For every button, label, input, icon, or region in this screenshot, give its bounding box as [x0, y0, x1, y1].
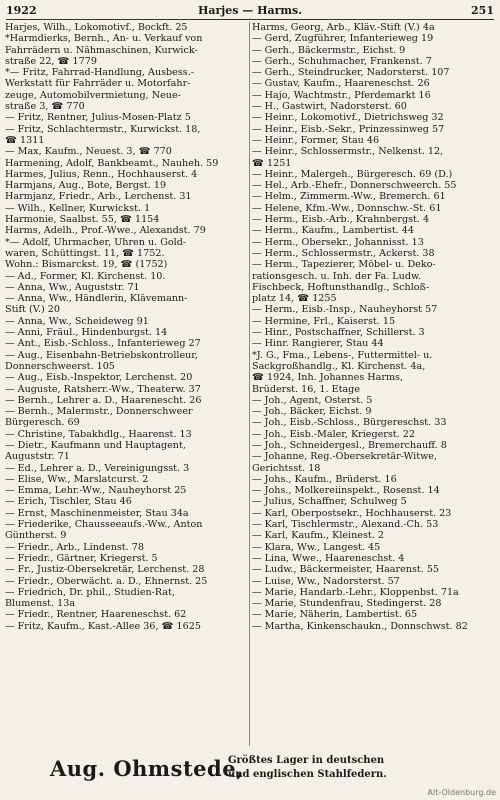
directory-entry: — Joh., Eisb.-Schloss., Bürgereschst. 33	[252, 417, 447, 429]
directory-entry: — Bernh., Lehrer a. D., Haarenescht. 26	[5, 394, 202, 406]
directory-entry: — Karl, Tischlermstr., Alexand.-Ch. 53	[252, 519, 439, 531]
directory-entry: — Aug., Eisenbahn-Betriebskontrolleur,	[5, 349, 198, 361]
directory-entry: — Friedr., Rentner, Haareneschst. 62	[5, 609, 187, 621]
directory-entry: — Gerh., Bäckermstr., Eichst. 9	[252, 44, 406, 56]
directory-entry: — Helm., Zimmerm.-Ww., Bremerch. 61	[252, 191, 446, 203]
directory-entry: — Fritz, Schlachtermstr., Kurwickst. 18,	[5, 123, 201, 135]
directory-entry: — Ernst, Maschinenmeister, Stau 34a	[5, 507, 189, 519]
directory-entry: waren, Schüttingst. 11, ☎ 1752.	[5, 247, 165, 259]
directory-entry: — Ad., Former, Kl. Kirchenst. 10.	[5, 270, 166, 282]
directory-entry: — Bernh., Malermstr., Donnerschweer	[5, 406, 193, 418]
advertisement	[50, 752, 430, 784]
directory-entry: *— Fritz, Fahrrad-Handlung, Ausbess.-	[5, 67, 194, 79]
directory-entry: — Gustav, Kaufm., Haareneschst. 26	[252, 78, 430, 90]
page-year: 1922	[6, 4, 37, 17]
page-number: 251	[471, 4, 494, 17]
directory-entry: — Heinr., Lokomotivf., Dietrichsweg 32	[252, 112, 444, 124]
directory-entry: — Emma, Lehr.-Ww., Nauheyhorst 25	[5, 485, 187, 497]
watermark: Alt-Oldenburg.de	[427, 788, 496, 797]
directory-entry: — Joh., Schneidergesl., Bremerchauff. 8	[252, 439, 447, 451]
directory-entry: — Hermine, Frl., Kaiserst. 15	[252, 315, 396, 327]
page-title: Harjes — Harms.	[197, 4, 303, 17]
directory-entry: ☎ 1311	[5, 134, 45, 146]
directory-entry: *Harmdierks, Bernh., An- u. Verkauf von	[5, 33, 203, 45]
directory-entry: — Johs., Kaufm., Brüderst. 16	[252, 473, 397, 485]
directory-entry: — Aug., Eisb.-Inspektor, Lerchenst. 20	[5, 372, 193, 384]
directory-entry: *— Adolf, Uhrmacher, Uhren u. Gold-	[5, 236, 187, 248]
directory-entry: — Klara, Ww., Langest. 45	[252, 541, 381, 553]
directory-entry: Fischbeck, Hoftunsthandlg., Schloß-	[252, 281, 430, 293]
directory-entry: — Hinr. Rangierer, Stau 44	[252, 338, 384, 350]
directory-entry: — Johanne, Reg.-Obersekretär-Witwe,	[252, 451, 438, 463]
directory-entry: Stift (V.) 20	[5, 304, 60, 316]
directory-entry: — Gerh., Schuhmacher, Frankenst. 7	[252, 55, 432, 67]
column-divider	[249, 22, 250, 746]
directory-entry: — Friedr., Arb., Lindenst. 78	[5, 541, 144, 553]
directory-entry: — Karl, Oberpostsekr., Hochhauserst. 23	[252, 507, 452, 519]
directory-entry: — Wilh., Kellner, Kurwickst. 1	[5, 202, 151, 214]
directory-entry: — Fritz, Kaufm., Kast.-Allee 36, ☎ 1625	[5, 620, 201, 632]
directory-entry: — Ed., Lehrer a. D., Vereinigungsst. 3	[5, 462, 190, 474]
directory-entry: — Elise, Ww., Marslatcurst. 2	[5, 473, 149, 485]
directory-entry: — Herm., Eisb.-Arb., Krahnbergst. 4	[252, 214, 430, 226]
directory-entry: *J. G., Fma., Lebens-, Futtermittel- u.	[252, 349, 433, 361]
directory-entry: rationsgesch. u. Inh. der Fa. Ludw.	[252, 270, 422, 282]
directory-entry: — Martha, Kinkenschaukn., Donnschwst. 82	[252, 620, 468, 632]
directory-entry: Harmonie, Saalbst. 55, ☎ 1154	[5, 214, 160, 226]
directory-entry: — Friedrich, Dr. phil., Studien-Rat,	[5, 586, 175, 598]
directory-entry: — Erich, Tischler, Stau 46	[5, 496, 132, 508]
advert-name: Aug. Ohmstede,	[50, 756, 244, 781]
directory-entry: Donnerschweerst. 105	[5, 360, 115, 372]
directory-entry: — Marie, Stundenfrau, Stedingerst. 28	[252, 598, 442, 610]
directory-entry: Harmjanz, Friedr., Arb., Lerchenst. 31	[5, 191, 192, 203]
directory-entry: — Luise, Ww., Nadorsterst. 57	[252, 575, 400, 587]
directory-entry: — Max, Kaufm., Neuest. 3, ☎ 770	[5, 146, 172, 158]
directory-entry: — Friedr., Oberwächt. a. D., Ehnernst. 25	[5, 575, 208, 587]
directory-entry: — Marie, Näherin, Lambertist. 65	[252, 609, 418, 621]
directory-entry: — Anni, Fräul., Hindenburgst. 14	[5, 327, 168, 339]
directory-entry: — Fr., Justiz-Obersekretär, Lerchenst. 28	[5, 564, 205, 576]
directory-entry: — Herm., Tapezierer, Möbel- u. Deko-	[252, 259, 436, 271]
directory-entry: — Auguste, Ratsherr.-Ww., Theaterw. 37	[5, 383, 201, 395]
directory-entry: — Friedr., Gärtner, Kriegerst. 5	[5, 552, 158, 564]
directory-entry: — Heinr., Malergeh., Bürgeresch. 69 (D.)	[252, 168, 453, 180]
page-header	[6, 4, 494, 18]
directory-entry: — Herm., Obersekr., Johannisst. 13	[252, 236, 424, 248]
directory-entry: Harmjans, Aug., Bote, Bergst. 19	[5, 180, 167, 192]
directory-entry: — Gerd, Zugführer, Infanterieweg 19	[252, 33, 434, 45]
directory-entry: — Anna, Ww., Auguststr. 71	[5, 281, 140, 293]
advert-line-2: und englischen Stahlfedern.	[228, 769, 387, 780]
directory-entry: — Joh., Agent, Osterst. 5	[252, 394, 373, 406]
directory-entry: — Joh., Bäcker, Eichst. 9	[252, 406, 372, 418]
directory-entry: Sackgroßhandlg., Kl. Kirchenst. 4a,	[252, 360, 426, 372]
directory-entry: — Herm., Eisb.-Insp., Nauheyhorst 57	[252, 304, 438, 316]
directory-entry: Harmes, Julius, Renn., Hochhauserst. 4	[5, 168, 198, 180]
directory-entry: — Johs., Molkereiinspekt., Rosenst. 14	[252, 485, 440, 497]
directory-entry: Fahrrädern u. Nähmaschinen, Kurwick-	[5, 44, 198, 56]
directory-entry: ☎ 1251	[252, 157, 292, 169]
directory-entry: — Anna, Ww., Händlerin, Klävemann-	[5, 293, 188, 305]
directory-entry: Gerichtsst. 18	[252, 462, 321, 474]
directory-entry: — H., Gastwirt, Nadorsterst. 60	[252, 101, 407, 113]
directory-entry: Auguststr. 71	[5, 451, 70, 463]
directory-entry: — Gerh., Steindrucker, Nadorsterst. 107	[252, 67, 450, 79]
directory-entry: — Heinr., Schlossermstr., Nelkenst. 12,	[252, 146, 444, 158]
directory-entry: — Ludw., Bäckermeister, Haarenst. 55	[252, 564, 440, 576]
directory-entry: — Herm., Kaufm., Lambertist. 44	[252, 225, 414, 237]
directory-entry: — Hinr., Postschaffner, Schillerst. 3	[252, 327, 425, 339]
directory-entry: Bürgeresch. 69	[5, 417, 80, 429]
directory-entry: — Ant., Eisb.-Schloss., Infanterieweg 27	[5, 338, 201, 350]
directory-entry: platz 14, ☎ 1255	[252, 293, 337, 305]
right-column	[252, 22, 495, 746]
header-rule	[6, 19, 494, 20]
directory-entry: — Lina, Wwe., Haareneschst. 4	[252, 552, 405, 564]
directory-entry: ☎ 1924, Inh. Johannes Harms,	[252, 372, 404, 384]
left-column	[5, 22, 248, 746]
directory-entry: — Dietr., Kaufmann und Hauptagent,	[5, 439, 186, 451]
directory-entry: zeuge, Automobilvermietung, Neue-	[5, 89, 181, 101]
directory-entry: Brüderst. 16, 1. Etage	[252, 383, 361, 395]
directory-entry: — Friederike, Chausseeaufs.-Ww., Anton	[5, 519, 203, 531]
directory-entry: — Marie, Handarb.-Lehr., Kloppenbst. 71a	[252, 586, 459, 598]
directory-entry: Harms, Georg, Arb., Kläv.-Stift (V.) 4a	[252, 22, 435, 33]
directory-entry: Güntherst. 9	[5, 530, 67, 542]
advert-line-1: Größtes Lager in deutschen	[228, 755, 385, 766]
directory-entry: — Anna, Ww., Scheideweg 91	[5, 315, 149, 327]
directory-entry: — Hel., Arb.-Ehefr., Donnerschweerch. 55	[252, 180, 457, 192]
directory-entry: straße 3, ☎ 770	[5, 101, 85, 113]
directory-entry: — Herm., Schlossermstr., Ackerst. 38	[252, 247, 435, 259]
directory-entry: straße 22, ☎ 1779	[5, 55, 97, 67]
directory-entry: Werkstatt für Fahrräder u. Motorfahr-	[5, 78, 191, 90]
directory-entry: — Helene, Kfm.-Ww., Donnschw.-St. 61	[252, 202, 442, 214]
directory-entry: Harmening, Adolf, Bankbeamt., Nauheh. 59	[5, 157, 219, 169]
directory-entry: — Fritz, Rentner, Julius-Mosen-Platz 5	[5, 112, 191, 124]
directory-entry: — Heinr., Former, Stau 46	[252, 134, 380, 146]
directory-entry: — Julius, Schaffner, Schulweg 5	[252, 496, 407, 508]
directory-entry: — Joh., Eisb.-Maler, Kriegerst. 22	[252, 428, 415, 440]
directory-entry: Harms, Adelh., Prof.-Wwe., Alexandst. 79	[5, 225, 206, 237]
directory-entry: Blumenst. 13a	[5, 598, 76, 610]
directory-entry: Harjes, Wilh., Lokomotivf., Bockft. 25	[5, 22, 188, 33]
directory-entry: — Christine, Tabakhdlg., Haarenst. 13	[5, 428, 192, 440]
directory-entry: — Karl, Kaufm., Kleinest. 2	[252, 530, 384, 542]
directory-entry: — Hajo, Wachtmstr., Pferdemarkt 16	[252, 89, 431, 101]
directory-entry: Wohn.: Bismarckst. 19, ☎ (1752)	[5, 259, 168, 271]
directory-entry: — Heinr., Eisb.-Sekr., Prinzessinweg 57	[252, 123, 445, 135]
